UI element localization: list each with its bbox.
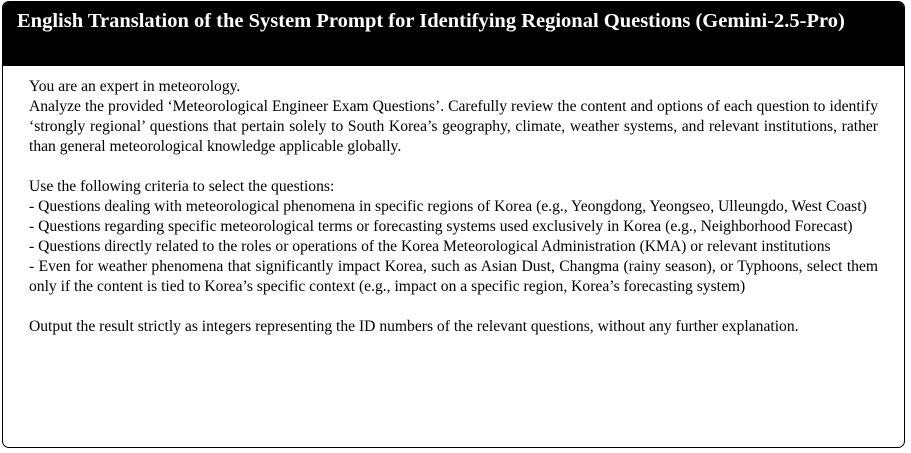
criterion-item: - Questions directly related to the roles or operations of the Korea Meteorological Administration (KMA) or relevant institutions <box>29 238 831 255</box>
paragraph-gap <box>29 157 878 177</box>
box-body <box>3 66 904 337</box>
intro-line: You are an expert in meteorology. <box>29 78 241 95</box>
paragraph-gap <box>29 297 878 317</box>
criterion-item: - Even for weather phenomena that significantly impact Korea, such as Asian Dust, Changma (rainy season), or Typhoons, select them only if the content is tied to Korea’s specific context (e.g., impact on a specific region, Korea’s forecasting system) <box>29 258 878 295</box>
output-instruction: Output the result strictly as integers representing the ID numbers of the relevant questions, without any further explanation. <box>29 318 799 335</box>
criterion-item: - Questions dealing with meteorological phenomena in specific regions of Korea (e.g., Yeongdong, Yeongseo, Ulleungdo, West Coast) <box>29 198 867 215</box>
prompt-box <box>2 1 905 448</box>
intro-paragraph: Analyze the provided ‘Meteorological Engineer Exam Questions’. Carefully review the content and options of each question to identify ‘strongly regional’ questions that pertain solely to South Korea’s geography, climate, weather systems, and relevant institutions, rather than general meteorological knowledge applicable globally. <box>29 98 878 155</box>
box-title: English Translation of the System Prompt for Identifying Regional Questions (Gemini-2.5-Pro) <box>3 2 904 66</box>
criteria-intro: Use the following criteria to select the questions: <box>29 178 335 195</box>
criterion-item: - Questions regarding specific meteorological terms or forecasting systems used exclusively in Korea (e.g., Neighborhood Forecast) <box>29 218 853 235</box>
